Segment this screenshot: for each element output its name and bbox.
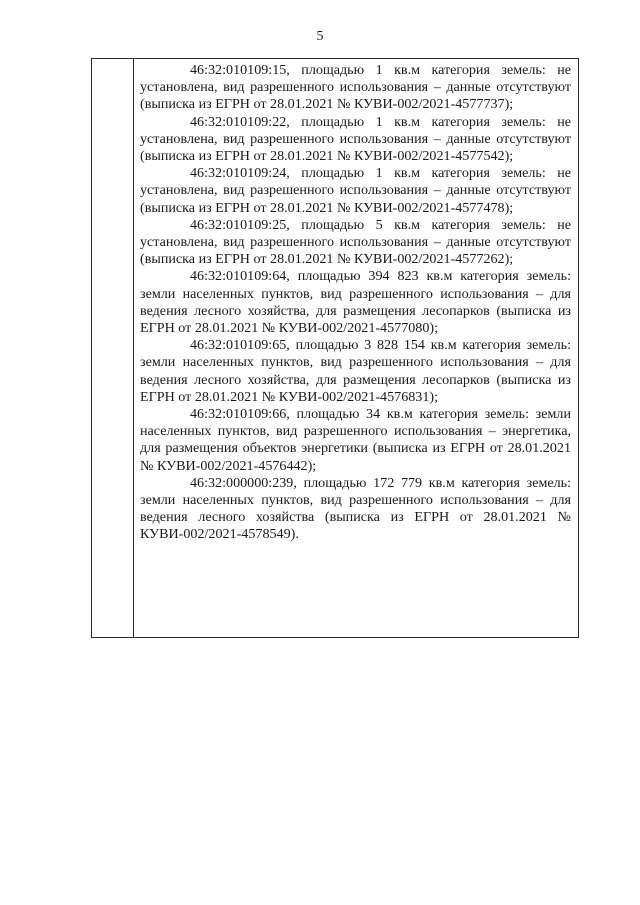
land-plot-entry: 46:32:010109:25, площадью 5 кв.м категория земель: не установлена, вид разрешенного использования – данные отсутствуют (выписка из ЕГРН от 28.01.2021 № КУВИ-002/2021-4577262); (140, 216, 571, 268)
table-content-cell (140, 62, 571, 544)
document-table (91, 58, 579, 638)
table-column-divider (133, 59, 134, 637)
land-plot-entry: 46:32:010109:24, площадью 1 кв.м категория земель: не установлена, вид разрешенного использования – данные отсутствуют (выписка из ЕГРН от 28.01.2021 № КУВИ-002/2021-4577478); (140, 165, 571, 216)
land-plot-entry: 46:32:010109:65, площадью 3 828 154 кв.м категория земель: земли населенных пунктов, вид разрешенного использования – для ведения лесного хозяйства, для размещения лесопарков (выписка из ЕГРН от 28.01.2021 № КУВИ-002/2021-4576831); (140, 337, 571, 405)
land-plot-entry: 46:32:000000:239, площадью 172 779 кв.м категория земель: земли населенных пунктов, вид разрешенного использования – для ведения лесного хозяйства (выписка из ЕГРН от 28.01.2021 № КУВИ-002/2021-4578549). (140, 474, 571, 543)
land-plot-entry: 46:32:010109:66, площадью 34 кв.м категория земель: земли населенных пунктов, вид разрешенного использования – энергетика, для размещения объектов энергетики (выписка из ЕГРН от 28.01.2021 № КУВИ-002/2021-4576442); (140, 406, 571, 474)
land-plot-entry: 46:32:010109:22, площадью 1 кв.м категория земель: не установлена, вид разрешенного использования – данные отсутствуют (выписка из ЕГРН от 28.01.2021 № КУВИ-002/2021-4577542); (140, 113, 571, 165)
page-number: 5 (316, 29, 324, 44)
land-plot-entry: 46:32:010109:15, площадью 1 кв.м категория земель: не установлена, вид разрешенного использования – данные отсутствуют (выписка из ЕГРН от 28.01.2021 № КУВИ-002/2021-4577737); (140, 62, 571, 113)
land-plot-entry: 46:32:010109:64, площадью 394 823 кв.м категория земель: земли населенных пунктов, вид разрешенного использования – для ведения лесного хозяйства, для размещения лесопарков (выписка из ЕГРН от 28.01.2021 № КУВИ-002/2021-4577080); (140, 268, 571, 337)
